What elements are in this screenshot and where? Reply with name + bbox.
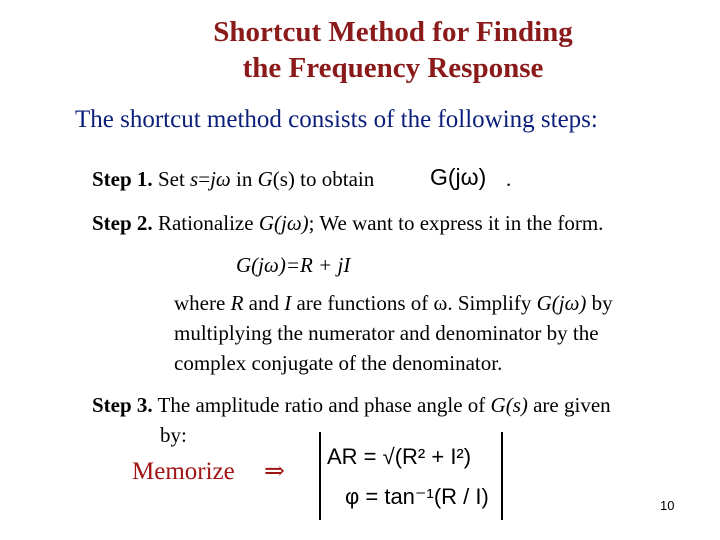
where-b: are functions of ω. Simplify: [291, 291, 537, 315]
step-1-text-b: in: [230, 167, 258, 191]
paren-s: (s): [272, 167, 295, 191]
page-number: 10: [660, 498, 675, 513]
var-jw: jω: [210, 167, 231, 191]
where-line-2: multiplying the numerator and denominator by the: [174, 321, 599, 345]
var-s: s: [190, 167, 199, 191]
subtitle: The shortcut method consists of the following steps:: [75, 106, 598, 133]
where-g-jw: G(jω): [536, 291, 587, 315]
step-1-period: .: [506, 167, 512, 191]
step-2-text-a: Rationalize: [157, 211, 259, 235]
where-line-3: complex conjugate of the denominator.: [174, 351, 503, 375]
where-c: by: [586, 291, 613, 315]
step-1: [92, 164, 374, 194]
step-1-text-a: Set: [157, 167, 191, 191]
var-I: I: [284, 291, 292, 315]
step-3-text-a: The amplitude ratio and phase angle of: [152, 393, 491, 417]
step-3-text-b: are given: [527, 393, 611, 417]
form-expression: G(jω)=R + jI: [236, 253, 351, 277]
step-2-g-jw: G(jω): [258, 211, 309, 235]
step-3-gs: G(s): [490, 393, 528, 417]
step-3-line-2: by:: [160, 423, 187, 447]
slide-title: [0, 14, 720, 86]
equals: =: [198, 167, 211, 191]
step-2-text-b: ; We want to express it in the form.: [308, 211, 604, 235]
step-1-text-c: to obtain: [294, 167, 375, 191]
memorize-label: Memorize: [132, 458, 235, 485]
g-jw-formula: G(jω): [430, 164, 487, 190]
where-line-1: [174, 288, 694, 318]
where-a: where: [174, 291, 231, 315]
title-line-2: the Frequency Response: [242, 52, 544, 84]
step-3-line-1: [92, 390, 702, 420]
step-3-label: Step 3.: [92, 393, 153, 417]
step-2-where: [174, 288, 694, 378]
step-2: [92, 208, 603, 238]
phase-angle-formula: φ = tan⁻¹(R / I): [345, 484, 489, 509]
step-1-label: Step 1.: [92, 167, 153, 191]
where-and: and: [243, 291, 285, 315]
amplitude-ratio-formula: AR = √(R² + I²): [327, 444, 472, 469]
title-line-1: Shortcut Method for Finding: [213, 16, 573, 48]
var-G: G: [257, 167, 273, 191]
implies-arrow-icon: ⇒: [264, 458, 285, 485]
var-R: R: [230, 291, 244, 315]
step-2-label: Step 2.: [92, 211, 153, 235]
